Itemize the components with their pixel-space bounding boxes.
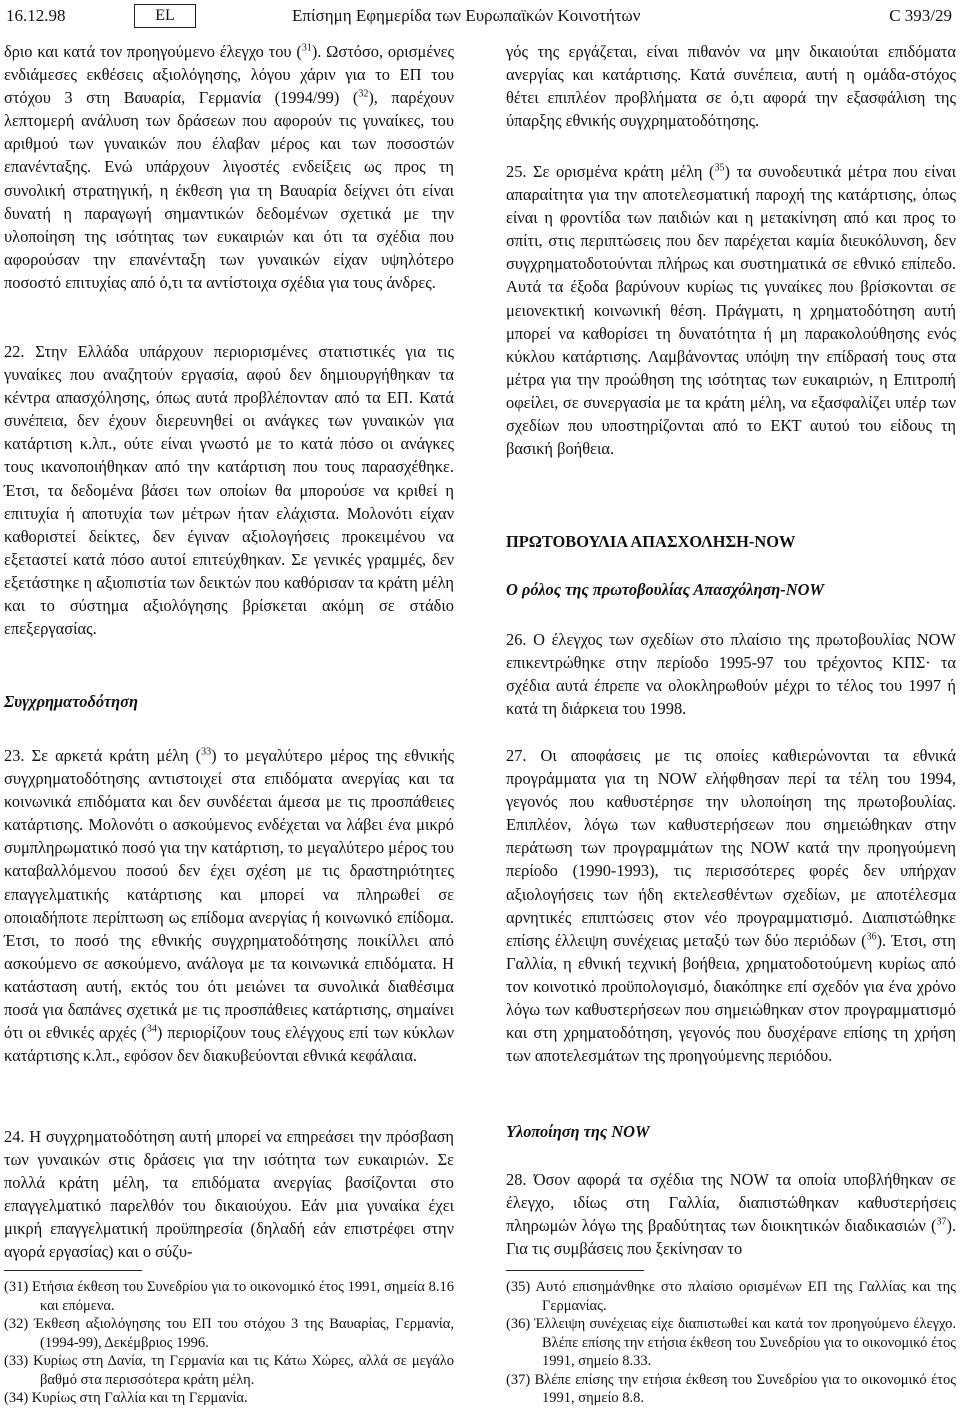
paragraph-24: 24. Η συγχρηματοδότηση αυτή μπορεί να επηρεάσει την πρόσβαση των γυναικών στις δράσεις για την ισότητα των ευκαιριών. Σε πολλά κράτη μέλη, τα επιδόματα ανεργίας βασίζονται στο επαγγελματικό παρελθόν του δικαιούχου. Εάν μια γυναίκα έχει μικρή επαγγελματική προϋπηρεσία (δηλαδή εάν επιστρέφει στην αγορά εργασίας) και ο σύζυ- <box>4 1127 454 1262</box>
heading-implementation: Υλοποίηση της NOW <box>506 1122 650 1141</box>
right-heading-role <box>506 578 956 601</box>
footnote-ref: 31 <box>301 42 312 54</box>
right-column <box>506 40 956 132</box>
footnote-32: (32) Έκθεση αξιολόγησης του ΕΠ του στόχου 3 της Βαυαρίας, Γερμανία, (1994-99), Δεκέμβριος 1996. <box>4 1316 454 1351</box>
footnote-ref: 32 <box>358 88 369 100</box>
paragraph-continued-right: γός της εργάζεται, είναι πιθανόν να μην δικαιούται επιδόματα ανεργίας και κατάρτισης. Κατά συνέπεια, αυτή η ομάδα-στόχος θέτει επιπλέον προβλήματα σε ό,τι αφορά την εξασφάλιση της ύπαρξης εθνικής συγχρηματοδότησης. <box>506 42 956 131</box>
paragraph-28: 28. Όσον αφορά τα σχέδια της NOW τα οποία υποβλήθηκαν σε έλεγχο, ιδίως στη Γαλλία, διαπιστώθηκαν καθυστερήσεις πληρωμών λόγω της βραδύτητας των διοικητικών διαδικασιών ($^{37}$). Για τις συμβάσεις που ξεκίνησαν το <box>506 1170 956 1259</box>
paragraph-continued: δριο και κατά τον προηγούμενο έλεγχο του ($^{31}$). Ωστόσο, ορισμένες ενδιάμεσες εκθέσεις αξιολόγησης, λόγου χάριν για το ΕΠ του στόχου 3 στη Βαυαρία, Γερμανία (1994/99) ($^{32}$), παρέχουν λεπτομερή ανάλυση των δράσεων που αφορούν τις γυναίκες, του αριθμού των γυναικών που έλαβαν μέρος και των ποσοστών επανένταξης. Ενώ υπάρχουν λιγοστές ενδείξεις ως προς τη συνολική στρατηγική, η έκθεση για τη Βαυαρία δείχνει ότι είναι δυνατή η παραγωγή σημαντικών δεδομένων σχετικά με την υλοποίηση της ισότητας των ευκαιριών και ότι τα σχέδια που αφορούσαν την επανένταξη των γυναικών είχαν υψηλότερο ποσοστό επιτυχίας από ό,τι τα αντίστοιχα σχέδια για τους άνδρες. <box>4 42 454 292</box>
paragraph-26: 26. Ο έλεγχος των σχεδίων στο πλαίσιο της πρωτοβουλίας NOW επικεντρώθηκε στην περίοδο 1995-97 του τρέχοντος ΚΠΣ· τα σχέδια αυτά έπρεπε να ολοκληρωθούν μέχρι το τέλος του 1997 ή κατά τη διάρκεια του 1998. <box>506 630 956 719</box>
right-heading-impl <box>506 1120 956 1143</box>
left-column-23 <box>4 744 454 1067</box>
heading-role: Ο ρόλος της πρωτοβουλίας Απασχόληση-NOW <box>506 580 824 599</box>
footnote-35: (35) Αυτό επισημάνθηκε στο πλαίσιο ορισμένων ΕΠ της Γαλλίας και της Γερμανίας. <box>506 1279 956 1314</box>
paragraph-22: 22. Στην Ελλάδα υπάρχουν περιορισμένες στατιστικές για τις γυναίκες που αναζητούν εργασία, αφού δεν δημιουργήθηκαν τα κέντρα απασχόλησης, όπως αυτά προβλέπονταν από τα ΕΠ. Κατά συνέπεια, δεν έχουν διερευνηθεί οι ανάγκες των γυναικών για κατάρτιση κ.λπ., ούτε είναι γνωστό με το κατά πόσο οι ανάγκες τους ικανοποιήθηκαν από την κατάρτιση που τους παρασχέθηκε. Έτσι, τα δεδομένα βάσει των οποίων θα μπορούσε να κριθεί η επιτυχία ή αποτυχία των μέτρων ήταν ελάχιστα. Μολονότι είχαν καθοριστεί δείκτες, δεν έγιναν αξιολογήσεις προκειμένου να εξεταστεί κατά πόσο αυτοί επιτεύχθηκαν. Σε γενικές γραμμές, δεν εξετάστηκε η αξιοπιστία των δεικτών που καθόρισαν τα κράτη μέλη και το σύστημα αξιολόγησης βρίσκεται ακόμη σε στάδιο επεξεργασίας. <box>4 342 454 639</box>
footnote-divider-right <box>506 1270 644 1271</box>
left-column <box>4 40 454 294</box>
left-column-24 <box>4 1125 454 1264</box>
footnote-divider-left <box>4 1270 142 1271</box>
language-box: EL <box>134 4 196 28</box>
left-heading-block <box>4 690 454 713</box>
footnotes-right <box>506 1278 956 1408</box>
issue-date: 16.12.98 <box>6 6 66 25</box>
page-reference: C 393/29 <box>889 6 952 25</box>
paragraph-25: 25. Σε ορισμένα κράτη μέλη ($^{35}$) τα συνοδευτικά μέτρα που είναι απαραίτητα για την αποτελεσματική παροχή της κατάρτισης, όπως είναι η φροντίδα των παιδιών και η μετακίνηση από και προς το σπίτι, στις περιπτώσεις που δεν παρέχεται καμία διευκόλυνση, δεν συγχρηματοδοτούνται πλήρως και συστηματικά σε εθνικό επίπεδο. Αυτά τα έξοδα βαρύνουν κυρίως τις γυναίκες που βρίσκονται σε μειονεκτική κοινωνική θέση. Πράγματι, η χρηματοδότηση αυτή μπορεί να καθορίσει τη δυνατότητα ή μη παρακολούθησης ενός κύκλου κατάρτισης. Λαμβάνοντας υπόψη την επίδρασή τους στα μέτρα για την προώθηση της ισότητας των ευκαιριών, η Επιτροπή οφείλει, σε συνεργασία με τα κράτη μέλη, να εξασφαλίζει υπέρ των σχεδίων που υποστηρίζονται από το ΕΚΤ αυτού του είδους τη βασική βοήθεια. <box>506 162 956 459</box>
right-column-25 <box>506 160 956 460</box>
paragraph-27: 27. Οι αποφάσεις με τις οποίες καθιερώνονται τα εθνικά προγράμματα για τη NOW ελήφθησαν περί τα τέλη του 1994, γεγονός που καθυστέρησε την υλοποίηση της πρωτοβουλίας. Επιπλέον, λόγω των καθυστερήσεων που σημειώθηκαν στην περάτωση των προγραμμάτων της NOW κατά την προηγούμενη περίοδο (1990-1993), τις περισσότερες φορές δεν υπήρχαν αξιολογήσεις των ήδη εκτελεσθέντων σχεδίων, με αποτέλεσμα αρνητικές επιπτώσεις στον νέο προγραμματισμό. Διαπιστώθηκε επίσης έλλειψη συνέχειας μεταξύ των δύο περιόδων ($^{36}$). Έτσι, στη Γαλλία, η εθνική τεχνική βοήθεια, χρηματοδοτούμενη κυρίως από τον κοινοτικό προϋπολογισμό, διακόπηκε επί σχεδόν για ένα χρόνο λόγω των καθυστερήσεων που σημειώθηκαν στον προγραμματισμό και στη χρηματοδότηση, γεγονός που δυσχέρανε επίσης τη χρήση των αποτελεσμάτων της προηγούμενης περιόδου. <box>506 746 956 1066</box>
footnote-ref: 37 <box>936 1216 947 1228</box>
paragraph-23: 23. Σε αρκετά κράτη μέλη ($^{33}$) το μεγαλύτερο μέρος της εθνικής συγχρηματοδότησης αντιστοιχεί στα επιδόματα ανεργίας και τα κοινωνικά επιδόματα και δεν συνδέεται άμεσα με τις προσπάθειες κατάρτισης. Μολονότι ο ασκούμενος ενδέχεται να λάβει ένα μικρό συμπληρωματικό ποσό για την κατάρτιση, το μεγαλύτερο μέρος του καταβαλλόμενου ποσού δεν έχει σχέση με τις δραστηριότητες επαγγελματικής κατάρτισης και μπορεί να πληρωθεί σε οποιαδήποτε περίπτωση ως επίδομα ανεργίας ή κοινωνικό επίδομα. Έτσι, το ποσό της εθνικής συγχρηματοδότησης ποικίλλει από ασκούμενο σε ασκούμενο, ανάλογα με τα κοινωνικά επιδόματα. Η κατάσταση αυτή, εκτός του ότι μειώνει τα συνολικά διαθέσιμα ποσά για δαπάνες σχετικά με τις προσπάθειες κατάρτισης, σημαίνει ότι οι εθνικές αρχές ($^{34}$) περιορίζουν τους ελέγχους επί των κύκλων κατάρτισης κ.λπ., εφόσον δεν διακυβεύονται εθνικά κεφάλαια. <box>4 746 455 1066</box>
footnote-ref: 34 <box>146 1023 157 1035</box>
footnote-34: (34) Κυρίως στη Γαλλία και τη Γερμανία. <box>4 1390 248 1406</box>
footnote-ref: 33 <box>201 746 212 758</box>
footnote-37: (37) Βλέπε επίσης την ετήσια έκθεση του Συνεδρίου για το οικονομικό έτος 1991, σημείο 8.8. <box>506 1371 956 1406</box>
page-header <box>0 0 960 40</box>
footnotes-left <box>4 1278 454 1408</box>
heading-initiative: ΠΡΩΤΟΒΟΥΛΙΑ ΑΠΑΣΧΟΛΗΣΗ-NOW <box>506 532 796 551</box>
journal-title: Επίσημη Εφημερίδα των Ευρωπαϊκών Κοινοτήτων <box>292 6 641 25</box>
footnote-ref: 36 <box>866 931 877 943</box>
footnote-31: (31) Ετήσια έκθεση του Συνεδρίου για το οικονομικό έτος 1991, σημεία 8.16 και επόμενα. <box>4 1279 454 1314</box>
footnote-36: (36) Έλλειψη συνέχειας είχε διαπιστωθεί και κατά τον προηγούμενο έλεγχο. Βλέπε επίσης την ετήσια έκθεση του Συνεδρίου για το οικονομικό έτος 1991, σημείο 8.33. <box>506 1316 956 1369</box>
footnote-ref: 35 <box>714 162 725 174</box>
right-column-26 <box>506 628 956 720</box>
right-column-28 <box>506 1168 956 1260</box>
left-column-22 <box>4 340 454 640</box>
right-heading-initiative <box>506 530 956 553</box>
footnote-33: (33) Κυρίως στη Δανία, τη Γερμανία και τις Κάτω Χώρες, αλλά σε μεγάλο βαθμό στα περισσότερα κράτη μέλη. <box>4 1353 454 1388</box>
heading-cofinancing: Συγχρηματοδότηση <box>4 692 138 711</box>
right-column-27 <box>506 744 956 1067</box>
